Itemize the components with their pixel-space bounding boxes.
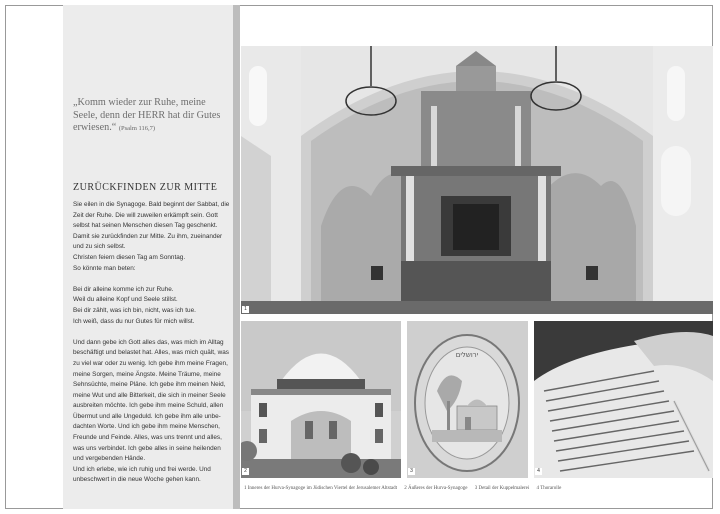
text-line: Bei dir zählt, was ich bin, nicht, was ich tue.: [73, 306, 196, 314]
caption-4: 4 Thorarolle: [536, 486, 562, 491]
text-line: Damit sie zurückfinden zur Mitte. Zu ihm, zueinander: [73, 232, 223, 240]
text-line: meine Sorgen, meine Ängste. Meine Träume, meine: [73, 370, 221, 378]
text-line: So könnte man beten:: [73, 264, 136, 272]
text-line: zu viel war oder zu wenig. Ich gebe ihm meine Fragen,: [73, 359, 228, 367]
body-text: [73, 200, 231, 497]
photo-dome-painting: [407, 321, 528, 478]
text-line: Freunde und Feinde. Alles, was uns trennt und alles,: [73, 434, 222, 442]
text-line: was uns verbindet. Ich gebe alles in seine heilenden: [73, 444, 221, 452]
text-line: unbeschwert in die neue Woche gehen kann.: [73, 476, 201, 484]
figure-captions: [244, 486, 567, 491]
text-line: Sehnsüchte, meine Pläne. Ich gebe ihm meinen Neid,: [73, 381, 226, 389]
figure-number-4: 4: [535, 468, 542, 475]
caption-1: 1 Inneres der Hurva-Synagoge im Jüdischen Viertel der Jerusalemer Altstadt: [244, 486, 398, 491]
quote-reference: (Psalm 116,7): [118, 125, 156, 132]
text-line: Zeit der Ruhe. Die will zuweilen erkämpft sein. Gott: [73, 211, 218, 219]
text-line: und zu sich selbst.: [73, 243, 126, 251]
figure-number-1: 1: [242, 306, 249, 313]
psalm-quote: [73, 97, 231, 136]
text-line: meine Wut und alle Bitterkeit, die sich in meiner Seele: [73, 391, 226, 399]
text-line: Christen feiern diesen Tag am Sonntag.: [73, 253, 186, 261]
quote-text: „Komm wieder zur Ruhe, meine Seele, denn der HERR hat dir Gutes erwiesen.“: [73, 97, 221, 133]
paragraph-1: [73, 200, 231, 274]
caption-3: 3 Detail der Kuppelmalerei: [474, 486, 530, 491]
caption-2: 2 Äußeres der Hurva-Synagoge: [404, 486, 468, 491]
column-divider: [233, 5, 240, 509]
photo-torah-scroll: [534, 321, 713, 478]
text-line: Bei dir alleine komme ich zur Ruhe.: [73, 285, 174, 293]
text-line: Übermut und alle Ungeduld. Ich gebe ihm alle unbe-: [73, 412, 221, 420]
photo-synagogue-exterior: [241, 321, 401, 478]
text-line: Ich weiß, dass du nur Gutes für mich willst.: [73, 317, 195, 325]
text-line: beschäftigt und belastet hat. Alles, was mich quält, was: [73, 349, 229, 357]
text-line: ausbreiten möchte. Ich gebe ihm meine Schuld, allen: [73, 402, 224, 410]
dome-inscription: ירושלים: [455, 351, 479, 359]
text-line: dachten Worte. Und ich gebe ihm meine Menschen,: [73, 423, 220, 431]
left-margin: [5, 5, 64, 509]
text-line: Sie eilen in die Synagoge. Bald beginnt der Sabbat, die: [73, 201, 230, 208]
text-line: Und ich erlebe, wie ich ruhig und frei werde. Und: [73, 465, 211, 473]
text-line: Weil du alleine Kopf und Seele stillst.: [73, 296, 178, 304]
text-line: und vergebenden Hände.: [73, 455, 146, 463]
text-line: selbst hat seinen Menschen diesen Tag geschenkt.: [73, 222, 218, 230]
paragraph-prayer: [73, 285, 231, 327]
paragraph-3: [73, 338, 231, 486]
figure-number-2: 2: [242, 468, 249, 475]
text-line: Und dann gebe ich Gott alles das, was mich im Alltag: [73, 338, 224, 346]
photo-synagogue-interior: [241, 46, 713, 314]
section-heading: ZURÜCKFINDEN ZUR MITTE: [73, 182, 218, 193]
figure-number-3: 3: [408, 468, 415, 475]
